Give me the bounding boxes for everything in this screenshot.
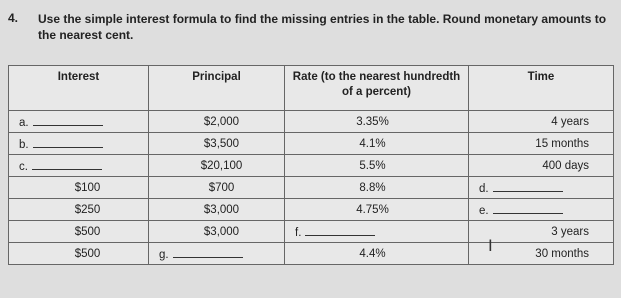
principal-cell: $20,100 (149, 155, 285, 177)
table-header-row (9, 66, 614, 111)
interest-cell[interactable]: a. (9, 111, 149, 133)
time-cell: 4 years (469, 111, 614, 133)
principal-cell: $2,000 (149, 111, 285, 133)
answer-blank[interactable] (32, 159, 102, 170)
question-number: 4. (8, 11, 19, 25)
question-prompt: Use the simple interest formula to find the missing entries in the table. Round monetary amounts to the nearest cent. (38, 12, 607, 42)
time-cell: 15 months (469, 133, 614, 155)
interest-cell: $500 (9, 243, 149, 265)
time-cell: 3 years (469, 221, 614, 243)
interest-cell: $100 (9, 177, 149, 199)
interest-cell[interactable]: c. (9, 155, 149, 177)
principal-cell[interactable]: g. (149, 243, 285, 265)
time-cell[interactable]: e. (469, 199, 614, 221)
header-interest: Interest (9, 66, 149, 111)
principal-cell: $3,500 (149, 133, 285, 155)
table-row (9, 243, 614, 265)
table-row (9, 221, 614, 243)
answer-blank[interactable] (493, 181, 563, 192)
principal-cell: $3,000 (149, 199, 285, 221)
time-cell: 400 days (469, 155, 614, 177)
table-row (9, 155, 614, 177)
rate-cell: 4.1% (285, 133, 469, 155)
table-row (9, 199, 614, 221)
rate-cell: 3.35% (285, 111, 469, 133)
answer-blank[interactable] (493, 203, 563, 214)
table-row (9, 133, 614, 155)
principal-cell: $700 (149, 177, 285, 199)
answer-blank[interactable] (305, 225, 375, 236)
header-rate: Rate (to the nearest hundredth of a percent) (285, 66, 469, 111)
header-principal: Principal (149, 66, 285, 111)
text-cursor-icon: I (488, 236, 493, 255)
interest-table (8, 65, 614, 265)
time-cell: 30 months (469, 243, 614, 265)
answer-blank[interactable] (33, 137, 103, 148)
table-row (9, 111, 614, 133)
header-time: Time (469, 66, 614, 111)
time-cell[interactable]: d. (469, 177, 614, 199)
answer-blank[interactable] (33, 115, 103, 126)
answer-blank[interactable] (173, 247, 243, 258)
rate-cell: 5.5% (285, 155, 469, 177)
table-row (9, 177, 614, 199)
interest-cell[interactable]: b. (9, 133, 149, 155)
interest-cell: $250 (9, 199, 149, 221)
principal-cell: $3,000 (149, 221, 285, 243)
rate-cell: 4.75% (285, 199, 469, 221)
rate-cell: 8.8% (285, 177, 469, 199)
rate-cell: 4.4% (285, 243, 469, 265)
interest-cell: $500 (9, 221, 149, 243)
rate-cell[interactable]: f. (285, 221, 469, 243)
